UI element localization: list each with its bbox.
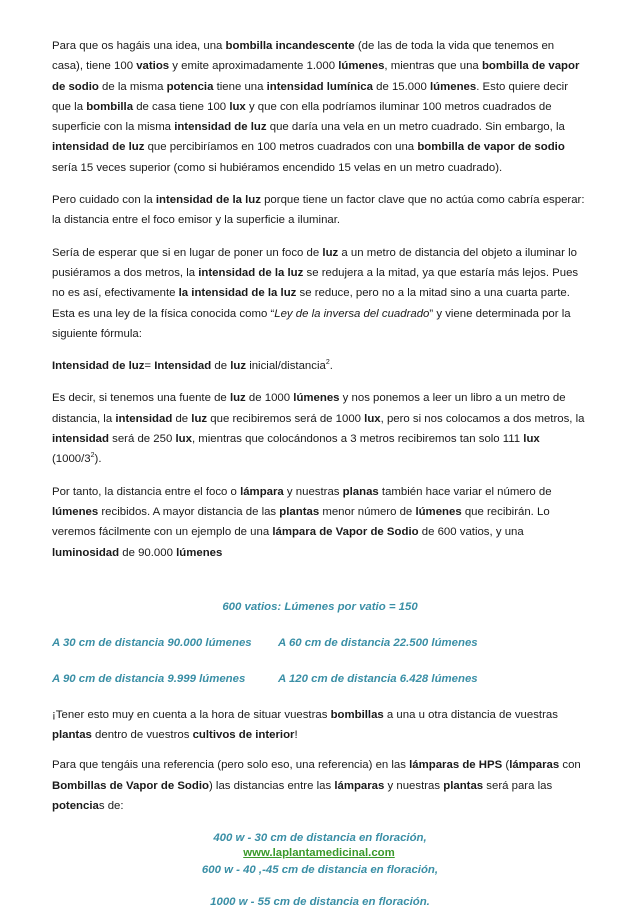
paragraph-3: Sería de esperar que si en lugar de poner un foco de luz a un metro de distancia del objeto a iluminar lo pusiéramos a dos metros, la intensidad de la luz se redujera a la mitad, ya que estaría más lejos. Pues no es así, efectivamente la intensidad de la luz se reduce, pero no a la mitad sino a una cuarta parte. Esta es una ley de la física conocida como “Ley de la inversa del cuadrado” y viene determinada por la siguiente fórmula: (52, 246, 579, 340)
footer-link[interactable]: www.laplantamedicinal.com (243, 847, 395, 859)
example-row-2 (52, 669, 588, 689)
paragraph-7: Para que tengáis una referencia (pero solo eso, una referencia) en las lámparas de HPS (lámparas con Bombillas de Vapor de Sodio) las distancias entre las lámparas y nuestras plantas será para las potencias de: (52, 759, 581, 813)
potencia-line: 1000 w - 55 cm de distancia en floración. (210, 896, 430, 909)
paragraph-2: Pero cuidado con la intensidad de la luz porque tiene un factor clave que no actúa como cabría esperar: la distancia entre el foco emisor y la superficie a iluminar. (52, 194, 585, 227)
formula: Intensidad de luz= Intensidad de luz inicial/distancia$^2$. (52, 359, 333, 373)
potencia-line: 400 w - 30 cm de distancia en floración, (213, 832, 427, 845)
example-row-1 (52, 633, 588, 653)
paragraph-1: Para que os hagáis una idea, una bombilla incandescente (de las de toda la vida que tenemos en casa), tiene 100 vatios y emite aproximadamente 1.000 lúmenes, mientras que una bombilla de vapor de sodio de la misma potencia tiene una intensidad lumínica de 15.000 lúmenes. Esto quiere decir que la bombilla de casa tiene 100 lux y que con ella podríamos iluminar 100 metros cuadrados de superficie con la misma intensidad de luz que daría una vela en un metro cuadrado. Sin embargo, la intensidad de luz que percibiríamos en 100 metros cuadrados con una bombilla de vapor de sodio sería 15 veces superior (como si hubiéramos encendido 15 velas en un metro cuadrado). (52, 40, 580, 174)
example-title: 600 vatios: Lúmenes por vatio = 150 (222, 600, 418, 613)
paragraph-5: Por tanto, la distancia entre el foco o lámpara y nuestras planas también hace variar el número de lúmenes recibidos. A mayor distancia de las plantas menor número de lúmenes que recibirán. Lo veremos fácilmente con un ejemplo de una lámpara de Vapor de Sodio de 600 vatios, y una luminosidad de 90.000 lúmenes (52, 485, 552, 559)
example-row-1-col-1: A 30 cm de distancia 90.000 lúmenes (52, 636, 252, 649)
example-row-2-col-2: A 120 cm de distancia 6.428 lúmenes (278, 672, 478, 685)
example-row-2-col-1: A 90 cm de distancia 9.999 lúmenes (52, 672, 246, 685)
spacer (52, 575, 588, 597)
example-row-1-col-2: A 60 cm de distancia 22.500 lúmenes (278, 636, 478, 649)
paragraph-4: Es decir, si tenemos una fuente de luz de 1000 lúmenes y nos ponemos a leer un libro a un metro de distancia, la intensidad de luz que recibiremos será de 1000 lux, pero si nos colocamos a dos metros, la intensidad será de 250 lux, mientras que colocándonos a 3 metros recibiremos tan solo 111 lux $(1000/3^2)$. (52, 392, 585, 466)
potencia-line: 600 w - 40 ,-45 cm de distancia en floración, (201, 864, 439, 877)
paragraph-6: ¡Tener esto muy en cuenta a la hora de situar vuestras bombillas a una u otra distancia de vuestras plantas dentro de vuestros cultivos de interior! (52, 708, 558, 742)
